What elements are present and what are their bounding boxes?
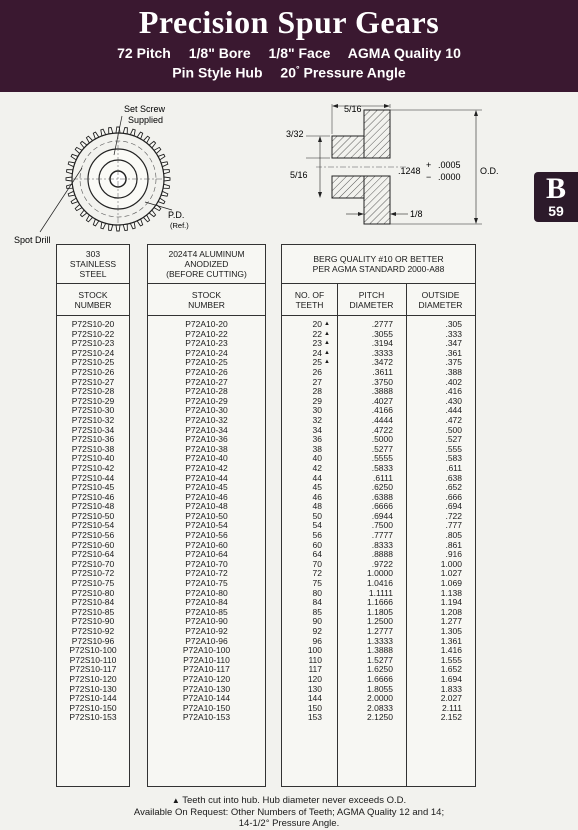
pitch-diameter-value: 1.1111 <box>368 587 393 598</box>
pitch-diameter-value: .6111 <box>372 472 393 483</box>
triangle-marker-icon: ▲ <box>171 796 180 805</box>
hub-teeth-marker-icon: ▲ <box>324 349 330 356</box>
hub-diameter-dim: 5/16 <box>290 170 308 180</box>
tol-minus-sign: − <box>426 172 432 182</box>
outside-diameter-value: 1.277 <box>440 616 462 627</box>
hub-teeth-marker-icon: ▲ <box>324 359 330 366</box>
steel-stock-number: P72S10-75 <box>71 578 115 589</box>
teeth-column <box>282 320 330 723</box>
teeth-count: 25 ▲ <box>312 357 330 368</box>
teeth-count: 44 <box>312 472 322 483</box>
aluminum-col-header-2: NUMBER <box>188 300 225 310</box>
aluminum-stock-number: P72A10-32 <box>185 414 228 425</box>
pitch-diameter-value: .5000 <box>371 434 393 445</box>
steel-stock-number: P72S10-46 <box>71 491 115 502</box>
pitch-diameter-value: 1.1666 <box>367 597 393 608</box>
outside-diameter-value: .555 <box>445 443 462 454</box>
pressure-angle-label: Pressure Angle <box>303 64 406 81</box>
steel-stock-number: P72S10-150 <box>69 702 117 713</box>
spec-line-1 <box>0 45 578 61</box>
aluminum-stock-number: P72A10-92 <box>185 626 228 636</box>
teeth-count: 120 <box>307 673 322 684</box>
teeth-count: 150 <box>307 702 322 713</box>
outside-diameter-value: .361 <box>445 347 462 358</box>
quality-spec: AGMA Quality 10 <box>347 45 461 61</box>
steel-material-line-3: STEEL <box>79 269 107 279</box>
outside-diameter-value: .694 <box>445 501 462 512</box>
face-spec: 1/8" Face <box>268 45 331 61</box>
teeth-count: 96 <box>312 635 322 646</box>
pitch-diameter-value: .2777 <box>371 319 393 329</box>
aluminum-stock-number: P72A10-42 <box>185 462 228 473</box>
outside-diameter-value: .333 <box>445 328 462 339</box>
teeth-count: 100 <box>307 645 322 656</box>
pitch-diameter-value: 1.3888 <box>367 645 393 656</box>
outside-diameter-value: .500 <box>445 424 462 435</box>
aluminum-stock-number: P72A10-34 <box>185 424 228 435</box>
gear-tooth <box>80 141 87 148</box>
pitch-diameter-value: .3611 <box>372 366 393 377</box>
pitch-diameter-value: .6666 <box>371 501 393 512</box>
steel-stock-number: P72S10-28 <box>71 386 115 397</box>
gear-tooth <box>116 225 120 231</box>
aluminum-stock-table <box>147 244 266 787</box>
teeth-count: 80 <box>312 587 322 598</box>
outside-diameter-value: 1.555 <box>440 654 462 665</box>
footnote-line-3: 14-1/2° Pressure Angle. <box>238 818 340 829</box>
teeth-count: 36 <box>312 434 322 445</box>
outside-diameter-value: .347 <box>445 338 462 349</box>
footnote-text-1: Teeth cut into hub. Hub diameter never exceeds O.D. <box>182 795 407 806</box>
steel-stock-number: P72S10-85 <box>71 606 115 617</box>
steel-stock-number: P72S10-130 <box>69 683 117 694</box>
pd-col-header-1: PITCH <box>358 290 385 300</box>
teeth-count: 34 <box>312 424 322 435</box>
outside-diameter-value: .402 <box>445 376 462 387</box>
teeth-count: 84 <box>312 597 322 608</box>
gear-tooth <box>80 210 87 217</box>
outside-diameter-value: .638 <box>445 472 462 483</box>
outside-diameter-value: 1.361 <box>440 635 462 646</box>
aluminum-stock-number: P72A10-72 <box>185 568 228 579</box>
gear-front-view-drawing <box>0 98 250 248</box>
pitch-diameter-value: .6388 <box>371 491 393 502</box>
teeth-count: 38 <box>312 443 322 454</box>
aluminum-stock-number: P72A10-75 <box>185 578 228 589</box>
pitch-diameter-value: 1.2500 <box>367 616 393 627</box>
teeth-count: 26 <box>312 366 322 377</box>
outside-diameter-value: 2.152 <box>440 712 462 723</box>
bore-spec: 1/8" Bore <box>188 45 251 61</box>
steel-stock-number: P72S10-84 <box>71 597 115 608</box>
steel-stock-number: P72S10-100 <box>69 645 117 656</box>
pitch-diameter-value: .4027 <box>371 395 393 406</box>
outside-diameter-value: .916 <box>445 549 462 560</box>
steel-stock-number: P72S10-45 <box>71 482 115 493</box>
pitch-diameter-value: .3888 <box>371 386 393 397</box>
pitch-diameter-value: 2.1250 <box>367 712 393 723</box>
tol-plus-sign: + <box>426 160 432 170</box>
steel-stock-number: P72S10-25 <box>71 357 115 368</box>
teeth-count: 56 <box>312 530 322 541</box>
outside-diameter-value: .722 <box>445 510 462 521</box>
teeth-count: 50 <box>312 510 322 521</box>
teeth-count: 70 <box>312 558 322 569</box>
steel-stock-number: P72S10-27 <box>71 376 115 387</box>
aluminum-stock-number: P72A10-60 <box>185 539 228 550</box>
steel-col-header-2: NUMBER <box>74 300 112 310</box>
pitch-diameter-value: .5833 <box>371 462 393 473</box>
aluminum-stock-number: P72A10-96 <box>185 635 228 646</box>
steel-stock-number: P72S10-153 <box>69 712 117 723</box>
aluminum-stock-number: P72A10-80 <box>185 587 228 598</box>
outside-diameter-value: .611 <box>446 462 462 473</box>
teeth-count: 92 <box>312 626 322 636</box>
aluminum-stock-number: P72A10-130 <box>182 683 231 694</box>
aluminum-stock-number: P72A10-153 <box>182 712 231 723</box>
section-letter: B <box>545 172 566 205</box>
pitch-diameter-value: .6944 <box>371 510 393 521</box>
outside-diameter-value: .472 <box>445 414 462 425</box>
teeth-count: 153 <box>307 712 322 723</box>
pitch-diameter-value: .7777 <box>371 530 393 541</box>
pitch-diameter-value: .8333 <box>371 539 393 550</box>
page-title: Precision Spur Gears <box>138 4 440 40</box>
steel-stock-number: P72S10-29 <box>71 395 115 406</box>
pitch-diameter-value: .4722 <box>371 424 393 435</box>
aluminum-material-line-1: 2024T4 ALUMINUM <box>168 249 245 259</box>
teeth-count: 117 <box>308 664 322 675</box>
teeth-count: 22 ▲ <box>312 328 330 339</box>
pitch-diameter-value: 2.0833 <box>367 702 393 713</box>
aluminum-stock-number: P72A10-22 <box>185 328 228 339</box>
tol-minus-value: .0000 <box>438 172 461 182</box>
teeth-count: 45 <box>312 482 322 493</box>
aluminum-stock-number: P72A10-150 <box>182 702 231 713</box>
footnote-line-1 <box>0 795 578 807</box>
steel-stock-number: P72S10-96 <box>71 635 115 646</box>
steel-material-line-1: 303 <box>85 249 101 259</box>
pitch-diameter-value: 1.1805 <box>367 606 393 617</box>
pressure-angle-value: 20 <box>280 64 296 81</box>
set-screw-label: Set Screw <box>124 104 166 114</box>
steel-stock-number: P72S10-54 <box>71 520 115 531</box>
teeth-count: 72 <box>312 568 322 579</box>
outside-diameter-value: 1.194 <box>440 597 462 608</box>
pitch-diameter-value: .3055 <box>371 328 393 339</box>
steel-stock-number: P72S10-72 <box>71 568 115 579</box>
teeth-count: 24 ▲ <box>312 347 330 358</box>
outside-diameter-value: 1.000 <box>440 558 462 569</box>
gear-specs-table <box>281 244 476 787</box>
aluminum-stock-number: P72A10-56 <box>185 530 228 541</box>
face-width-dim: 1/8 <box>410 209 423 219</box>
teeth-count: 27 <box>312 376 322 387</box>
hub-length-dim: 5/16 <box>344 104 362 114</box>
aluminum-stock-number: P72A10-120 <box>182 673 231 684</box>
specs-header-line-1: BERG QUALITY #10 OR BETTER <box>313 254 444 264</box>
aluminum-stock-number: P72A10-46 <box>185 491 228 502</box>
pd-label: P.D. <box>168 210 185 220</box>
outside-diameter-value: 1.027 <box>440 568 462 579</box>
spot-drill-label: Spot Drill <box>14 235 51 245</box>
steel-stock-number: P72S10-32 <box>71 414 115 425</box>
steel-stock-number: P72S10-38 <box>71 443 115 454</box>
steel-stock-number: P72S10-26 <box>71 366 115 377</box>
teeth-count: 29 <box>312 395 322 406</box>
outside-diameter-value: 2.111 <box>441 702 462 713</box>
teeth-count: 20 ▲ <box>312 319 330 329</box>
steel-stock-table <box>56 244 130 787</box>
pitch-diameter-value: .4166 <box>371 405 393 416</box>
hub-section-top <box>332 136 364 158</box>
gear-side-view-drawing <box>276 98 536 238</box>
aluminum-stock-number: P72A10-36 <box>185 434 228 445</box>
aluminum-stock-number: P72A10-28 <box>185 386 228 397</box>
pitch-diameter-value: 1.3333 <box>367 635 393 646</box>
outside-diameter-value: .666 <box>445 491 462 502</box>
pitch-diameter-value: .5555 <box>371 453 393 464</box>
pitch-diameter-value: .5277 <box>371 443 393 454</box>
steel-stock-number: P72S10-34 <box>71 424 115 435</box>
steel-stock-number: P72S10-50 <box>71 510 115 521</box>
aluminum-stock-number: P72A10-26 <box>185 366 228 377</box>
teeth-count: 42 <box>312 462 322 473</box>
steel-stock-column <box>57 320 129 723</box>
pd-col-header-2: DIAMETER <box>349 300 394 310</box>
pitch-diameter-value: .9722 <box>371 558 393 569</box>
face-offset-dim: 3/32 <box>286 129 304 139</box>
outside-diameter-value: .583 <box>445 453 462 464</box>
teeth-count: 32 <box>312 414 322 425</box>
od-col-header-1: OUTSIDE <box>421 290 460 300</box>
pitch-diameter-value: 1.0000 <box>367 568 393 579</box>
hub-section-bottom <box>332 176 364 198</box>
outside-diameter-value: 2.027 <box>440 693 462 704</box>
steel-stock-number: P72S10-60 <box>71 539 115 550</box>
outside-diameter-value: .305 <box>445 319 462 329</box>
pitch-diameter-column <box>337 320 393 723</box>
degree-symbol: ° <box>296 64 300 74</box>
pitch-diameter-value: .6250 <box>371 482 393 493</box>
supplied-label: Supplied <box>128 115 164 125</box>
page-header <box>0 0 578 92</box>
bore-diameter-value: .1248 <box>398 166 421 176</box>
pitch-spec: 72 Pitch <box>117 45 171 61</box>
pitch-diameter-value: .3750 <box>371 376 393 387</box>
outside-diameter-value: .444 <box>445 405 462 416</box>
aluminum-stock-number: P72A10-30 <box>185 405 228 416</box>
teeth-col-header-2: TEETH <box>295 300 324 310</box>
aluminum-stock-number: P72A10-110 <box>183 654 230 665</box>
teeth-count: 28 <box>312 386 322 397</box>
steel-stock-number: P72S10-48 <box>71 501 115 512</box>
teeth-count: 54 <box>312 520 322 531</box>
aluminum-stock-number: P72A10-117 <box>183 664 230 675</box>
outside-diameter-value: 1.208 <box>440 606 462 617</box>
aluminum-stock-number: P72A10-84 <box>185 597 228 608</box>
outside-diameter-value: .861 <box>445 539 462 550</box>
teeth-count: 144 <box>307 693 322 704</box>
outside-diameter-value: .430 <box>445 395 462 406</box>
steel-stock-number: P72S10-144 <box>69 693 117 704</box>
outside-diameter-value: .388 <box>445 366 462 377</box>
pd-ref-label: (Ref.) <box>170 221 189 230</box>
steel-stock-number: P72S10-44 <box>71 472 115 483</box>
tol-plus-value: .0005 <box>438 160 461 170</box>
gear-tooth <box>164 177 170 181</box>
aluminum-col-header-1: STOCK <box>191 290 222 300</box>
aluminum-stock-number: P72A10-27 <box>185 376 228 387</box>
steel-stock-number: P72S10-40 <box>71 453 115 464</box>
pitch-diameter-value: .3194 <box>371 338 393 349</box>
hub-teeth-marker-icon: ▲ <box>324 330 330 337</box>
teeth-count: 110 <box>308 654 322 665</box>
steel-stock-number: P72S10-22 <box>71 328 115 339</box>
outside-diameter-value: 1.416 <box>440 645 462 656</box>
aluminum-stock-number: P72A10-24 <box>185 347 228 358</box>
pitch-diameter-value: 1.8055 <box>367 683 393 694</box>
outside-diameter-value: .527 <box>445 434 462 445</box>
pitch-diameter-value: 1.6666 <box>367 673 393 684</box>
steel-stock-number: P72S10-36 <box>71 434 115 445</box>
od-col-header-2: DIAMETER <box>418 300 463 310</box>
outside-diameter-value: 1.652 <box>440 664 462 675</box>
outside-diameter-value: 1.069 <box>440 578 462 589</box>
aluminum-stock-number: P72A10-64 <box>185 549 228 560</box>
aluminum-stock-number: P72A10-23 <box>185 338 228 349</box>
teeth-count: 64 <box>312 549 322 560</box>
aluminum-stock-number: P72A10-100 <box>182 645 231 656</box>
teeth-count: 30 <box>312 405 322 416</box>
teeth-col-header-1: NO. OF <box>294 290 325 300</box>
spec-line-2 <box>0 64 578 81</box>
outside-diameter-value: 1.138 <box>440 587 462 598</box>
teeth-count: 75 <box>312 578 322 589</box>
face-section-bottom <box>364 176 390 224</box>
aluminum-stock-number: P72A10-48 <box>185 501 228 512</box>
teeth-count: 46 <box>312 491 322 502</box>
aluminum-stock-number: P72A10-45 <box>185 482 228 493</box>
pitch-diameter-value: 1.0416 <box>367 578 393 589</box>
face-section-top <box>364 110 390 158</box>
gear-tooth <box>149 141 156 148</box>
steel-material-line-2: STAINLESS <box>69 259 117 269</box>
pitch-diameter-value: 2.0000 <box>367 693 393 704</box>
teeth-count: 85 <box>312 606 322 617</box>
outside-diameter-column <box>406 320 462 723</box>
aluminum-stock-number: P72A10-40 <box>185 453 228 464</box>
pitch-diameter-value: .3333 <box>371 347 393 358</box>
teeth-count: 23 ▲ <box>312 338 330 349</box>
outside-diameter-value: 1.305 <box>440 626 462 636</box>
teeth-count: 40 <box>312 453 322 464</box>
steel-stock-number: P72S10-42 <box>71 462 115 473</box>
pitch-diameter-value: .7500 <box>371 520 393 531</box>
aluminum-stock-number: P72A10-20 <box>185 319 228 329</box>
steel-stock-number: P72S10-20 <box>71 319 115 329</box>
specs-header-line-2: PER AGMA STANDARD 2000-A88 <box>312 264 445 274</box>
aluminum-stock-number: P72A10-90 <box>185 616 228 627</box>
aluminum-stock-number: P72A10-25 <box>185 357 228 368</box>
aluminum-material-line-3: (BEFORE CUTTING) <box>166 269 247 279</box>
aluminum-stock-number: P72A10-38 <box>185 443 228 454</box>
teeth-count: 130 <box>307 683 322 694</box>
pitch-diameter-value: .3472 <box>371 357 393 368</box>
steel-stock-number: P72S10-110 <box>69 654 117 665</box>
aluminum-stock-number: P72A10-50 <box>185 510 228 521</box>
aluminum-stock-number: P72A10-29 <box>185 395 228 406</box>
hub-teeth-marker-icon: ▲ <box>324 340 330 347</box>
aluminum-stock-number: P72A10-44 <box>185 472 228 483</box>
steel-stock-number: P72S10-56 <box>71 530 115 541</box>
steel-stock-number: P72S10-24 <box>71 347 115 358</box>
outside-diameter-value: .652 <box>445 482 462 493</box>
teeth-count: 48 <box>312 501 322 512</box>
steel-stock-number: P72S10-30 <box>71 405 115 416</box>
gear-tooth <box>66 177 72 181</box>
steel-stock-number: P72S10-80 <box>71 587 115 598</box>
steel-stock-number: P72S10-92 <box>71 626 115 636</box>
pitch-diameter-value: 1.6250 <box>367 664 393 675</box>
steel-stock-number: P72S10-120 <box>69 673 117 684</box>
aluminum-stock-column <box>148 320 265 723</box>
aluminum-stock-number: P72A10-70 <box>185 558 228 569</box>
aluminum-stock-number: P72A10-54 <box>185 520 228 531</box>
footnote <box>0 795 578 830</box>
outside-diameter-value: 1.833 <box>440 683 462 694</box>
steel-stock-number: P72S10-117 <box>69 664 117 675</box>
pitch-diameter-value: .8888 <box>371 549 393 560</box>
hub-spec: Pin Style Hub <box>172 64 263 81</box>
teeth-count: 90 <box>312 616 322 627</box>
outside-diameter-value: 1.694 <box>440 673 462 684</box>
steel-stock-number: P72S10-70 <box>71 558 115 569</box>
outside-diameter-value: .375 <box>445 357 462 368</box>
pitch-diameter-value: 1.2777 <box>367 626 393 636</box>
pitch-diameter-value: .4444 <box>371 414 393 425</box>
aluminum-stock-number: P72A10-144 <box>182 693 231 704</box>
steel-stock-number: P72S10-64 <box>71 549 115 560</box>
outside-diameter-value: .777 <box>445 520 462 531</box>
outside-diameter-value: .416 <box>445 386 462 397</box>
gear-tooth <box>149 210 156 217</box>
steel-stock-number: P72S10-90 <box>71 616 115 627</box>
pitch-diameter-value: 1.5277 <box>367 654 393 665</box>
od-dim: O.D. <box>480 166 499 176</box>
teeth-count: 60 <box>312 539 322 550</box>
aluminum-stock-number: P72A10-85 <box>185 606 228 617</box>
page-number: 59 <box>548 203 564 219</box>
footnote-line-2: Available On Request: Other Numbers of Teeth; AGMA Quality 12 and 14; <box>133 806 445 818</box>
section-tab <box>534 172 578 222</box>
aluminum-material-line-2: ANODIZED <box>184 259 229 269</box>
outside-diameter-value: .805 <box>445 530 462 541</box>
hub-teeth-marker-icon: ▲ <box>324 321 330 327</box>
steel-col-header-1: STOCK <box>78 290 108 300</box>
steel-stock-number: P72S10-23 <box>71 338 115 349</box>
